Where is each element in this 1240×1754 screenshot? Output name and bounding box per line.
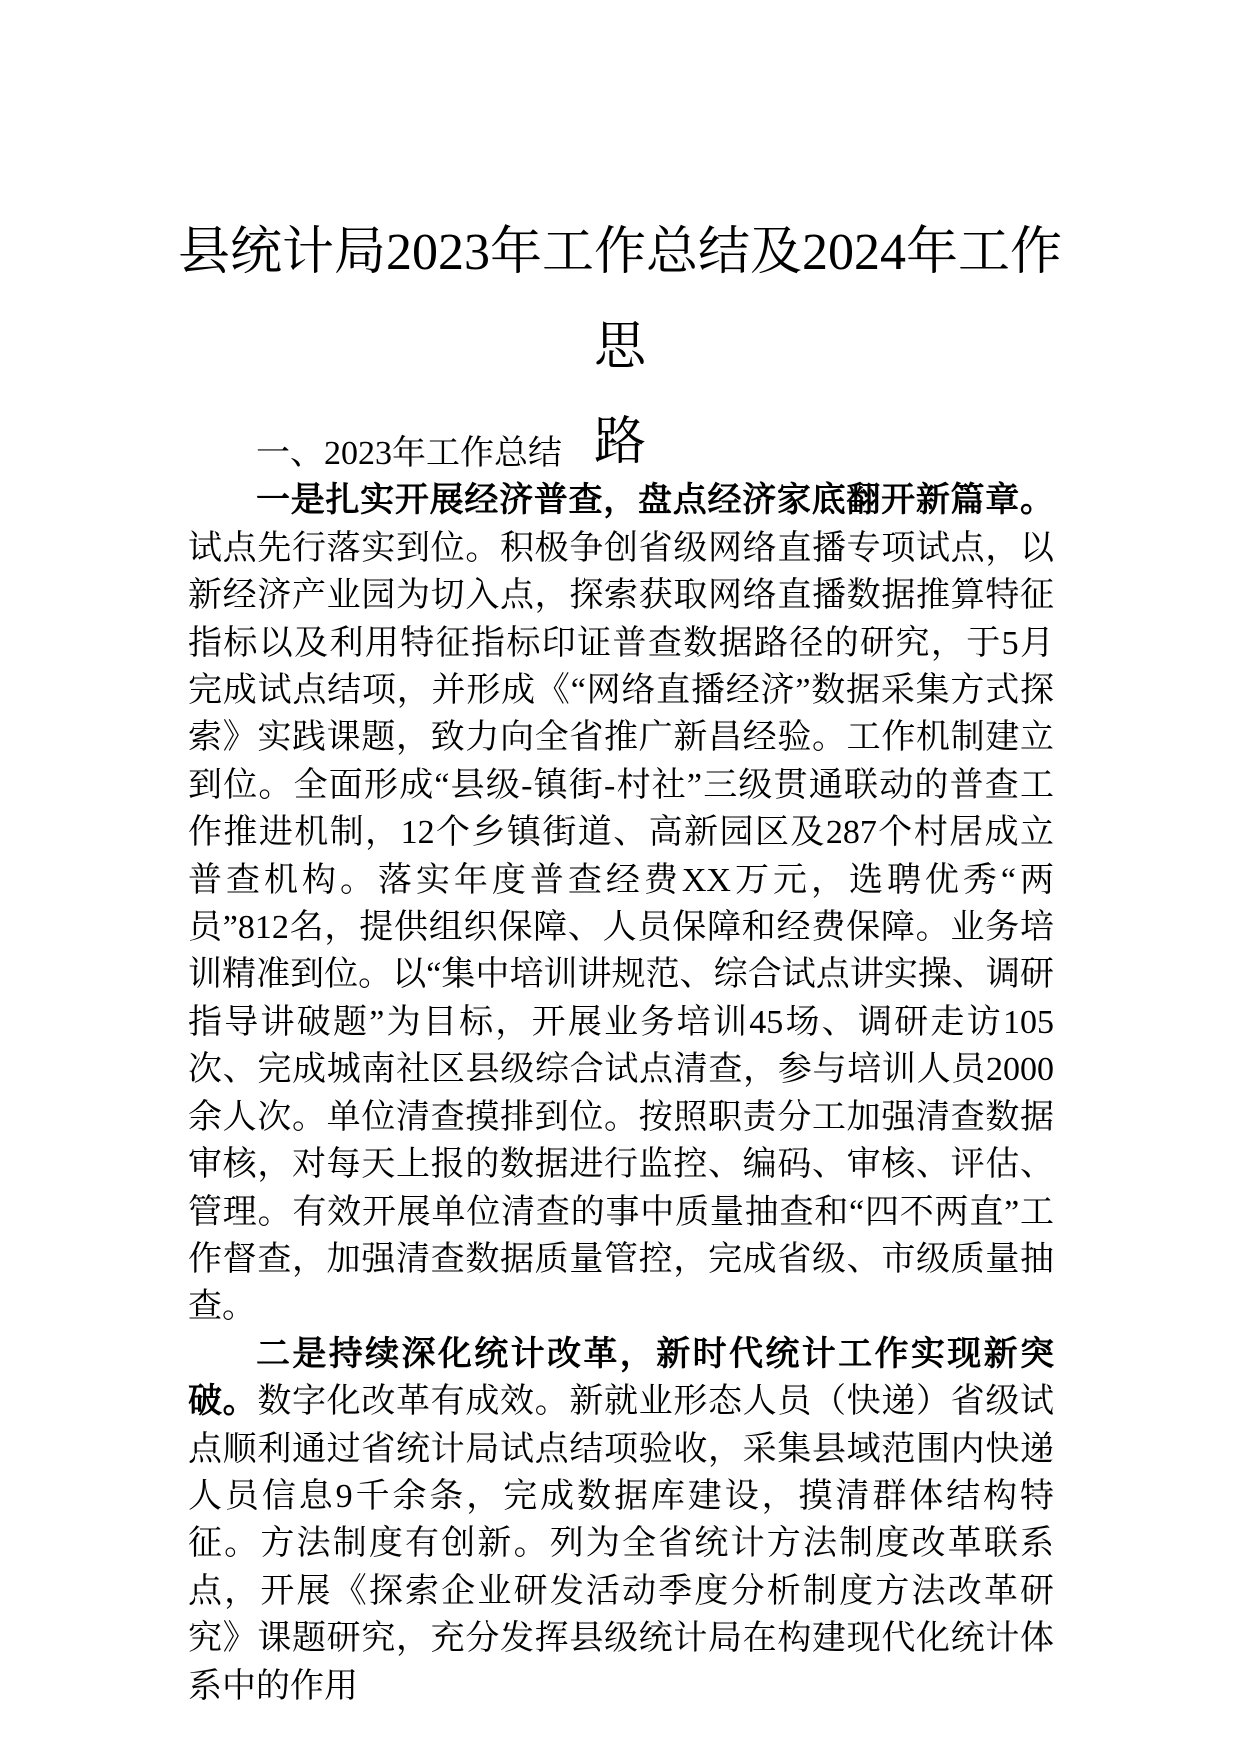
paragraph-point-2 xyxy=(188,1331,1054,1710)
document-body xyxy=(188,430,1054,1710)
point-2-body: 数字化改革有成效。新就业形态人员（快递）省级试点顺利通过省统计局试点结项验收，采集县域范围内快递人员信息9千余条，完成数据库建设，摸清群体结构特征。方法制度有创新。列为全省统计方法制度改革联系点，开展《探索企业研发活动季度分析制度方法改革研究》课题研究，充分发挥县级统计局在构建现代化统计体系中的作用 xyxy=(188,1383,1055,1705)
paragraph-point-1 xyxy=(188,477,1054,1330)
title-line-2: 路 xyxy=(593,414,646,471)
section-heading: 一、2023年工作总结 xyxy=(256,435,562,472)
point-1-body: 试点先行落实到位。积极争创省级网络直播专项试点，以新经济产业园为切入点，探索获取网络直播数据推算特征指标以及利用特征指标印证普查数据路径的研究，于5月完成试点结项，并形成《“网络直播经济”数据采集方式探索》实践课题，致力向全省推广新昌经验。工作机制建立到位。全面形成“县级-镇街-村社”三级贯通联动的普查工作推进机制，12个乡镇街道、高新园区及287个村居成立普查机构。落实年度普查经费XX万元，选聘优秀“两员”812名，提供组织保障、人员保障和经费保障。业务培训精准到位。以“集中培训讲规范、综合试点讲实操、调研指导讲破题”为目标，开展业务培训45场、调研走访105次、完成城南社区县级综合试点清查，参与培训人员2000余人次。单位清查摸排到位。按照职责分工加强清查数据审核，对每天上报的数据进行监控、编码、审核、评估、管理。有效开展单位清查的事中质量抽查和“四不两直”工作督查，加强清查数据质量管控，完成省级、市级质量抽查。 xyxy=(188,529,1054,1326)
title-line-1: 县统计局2023年工作总结及2024年工作思 xyxy=(177,224,1062,376)
point-1-lead: 一是扎实开展经济普查，盘点经济家底翻开新篇章。 xyxy=(256,482,1054,520)
point-2-lead: 二是持续深化统计改革，新时代统计工作实现新突破。 xyxy=(188,1335,1054,1421)
